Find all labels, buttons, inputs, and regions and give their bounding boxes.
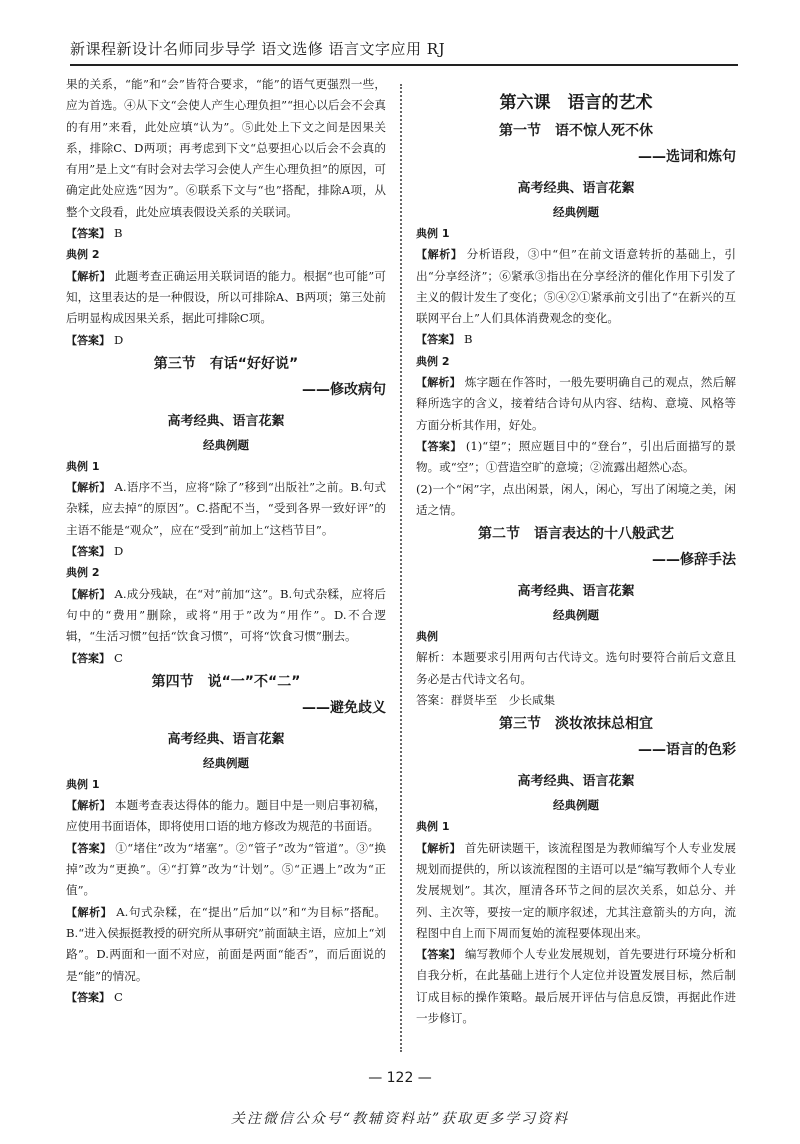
answer-text: 编写教师个人专业发展规划，首先要进行环境分析和自我分析，在此基础上进行个人定位并设置发展目标，然后制订成目标的操作策略。最后展开评估与信息反馈，再据此作进一步修订。: [416, 947, 736, 1026]
sub-heading: 高考经典、语言花絮: [167, 413, 285, 429]
answer-label: 【答案】: [416, 948, 461, 962]
running-header: 新课程新设计名师同步导学 语文选修 语言文字应用 RJ: [70, 40, 446, 58]
example-label: 典例 2: [66, 566, 100, 580]
example-label: 典例 1: [416, 227, 450, 240]
analysis-label: 【解析】: [416, 376, 461, 390]
example-label: 典例 1: [416, 820, 450, 834]
analysis-text: A.语序不当，应将“除了”移到“出版社”之前。B.句式杂糅，应去掉“的原因”。C.搭配不当，“受到各界一致好评”的主语不能是“观众”，应在“受到”前加上“这档节目”。: [66, 480, 387, 537]
sub-heading: 经典例题: [553, 205, 599, 219]
answer-text: 答案：群贤毕至 少长咸集: [416, 693, 556, 708]
example-label: 典例 1: [66, 777, 100, 791]
analysis-text: 本题考查表达得体的能力。题目中是一则启事初稿，应使用书面语体，即将使用口语的地方修改为规范的书面语。: [66, 798, 386, 834]
analysis-label: 【解析】: [66, 269, 111, 283]
analysis-label: 【解析】: [416, 248, 463, 262]
sub-heading: 高考经典、语言花絮: [517, 181, 635, 196]
section-subtitle: ——选词和炼句: [638, 149, 736, 165]
answer-label: 【答案】: [66, 227, 110, 241]
answer-text: C: [114, 989, 123, 1004]
answer-text: ①“堵住”改为“堵塞”。②“管子”改为“管道”。③“换掉”改为“更换”。④“打算”改为“计划”。⑤“正遇上”改为“正值”。: [66, 840, 386, 898]
section-subtitle: ——修辞手法: [652, 552, 736, 569]
section-title: 第二节 语言表达的十八般武艺: [478, 526, 674, 543]
answer-label: 【答案】: [66, 333, 110, 347]
answer-label: 【答案】: [66, 841, 112, 855]
section-title: 第三节 淡妆浓抹总相宜: [499, 716, 653, 733]
header-rule: [70, 64, 738, 66]
sub-heading: 经典例题: [203, 437, 249, 452]
section-subtitle: ——语言的色彩: [638, 742, 736, 759]
example-label: 典例 2: [66, 248, 100, 262]
footer-note: 关注微信公众号“教辅资料站”获取更多学习资料: [230, 1111, 570, 1127]
answer-text: B: [464, 332, 473, 347]
page-number: — 122 —: [368, 1070, 432, 1086]
example-label: 典例 2: [416, 354, 450, 368]
sub-heading: 经典例题: [203, 755, 249, 770]
analysis-text: 此题考查正确运用关联词语的能力。根据“也可能”可知，这里表达的是一种假设，所以可排除A、B两项；第三处前后明显构成因果关系，据此可排除C项。: [66, 268, 387, 326]
column-divider: [400, 84, 402, 1052]
section-title: 第四节 说“一”不“二”: [151, 673, 301, 690]
section-title: 第三节 有话“好好说”: [153, 355, 299, 372]
answer-text: (1)“望”；照应题目中的“登台”，引出后面描写的景物。或“空”；①营造空旷的意境；②流露出超然心态。: [416, 438, 736, 475]
analysis-text: 炼字题在作答时，一般先要明确自己的观点，然后解释所选字的含义，接着结合诗句从内容、结构、意境、风格等方面分析其作用，好处。: [416, 375, 736, 432]
analysis-text: 首先研读题干，该流程图是为教师编写个人专业发展规划而提供的，所以该流程图的主语可以是“编写教师个人专业发展规划”。其次，厘清各环节之间的层次关系，如总分、并列、主次等，要按一定的顺序叙述，尤其注意箭头的方向，流程图中自上而下周而复始的流程要体现出来。: [416, 840, 736, 940]
answer-text: (2)一个“闲”字，点出闲景，闲人，闲心，写出了闲境之美，闲适之情。: [416, 481, 736, 517]
right-column: [416, 74, 736, 1029]
answer-label: 【答案】: [66, 545, 110, 559]
analysis-text: 分析语段，③中“但”在前文语意转折的基础上，引出“分享经济”；⑥紧承③指出在分享经济的催化作用下引发了主义的假计发生了变化；⑤④②①紧承前文引出了“在新兴的互联网平台上”人们具体消费观念的变化。: [416, 247, 737, 326]
section-subtitle: ——避免歧义: [302, 699, 386, 716]
answer-label: 【答案】: [416, 333, 460, 347]
sub-heading: 高考经典、语言花絮: [167, 731, 285, 747]
example-label: 典例: [416, 630, 438, 644]
analysis-label: 【解析】: [66, 799, 111, 813]
section-subtitle: ——修改病句: [302, 381, 386, 398]
answer-text: C: [114, 650, 123, 665]
answer-text: D: [114, 544, 124, 559]
example-label: 典例 1: [66, 459, 100, 473]
paragraph: 果的关系，“能”和“会”皆符合要求，“能”的语气更强烈一些，应为首选。④从下文“会使人产生心理负担”“担心以后会不会真的有用”来看，此处应填“认为”。⑤此处上下文之间是因果关系，排除C、D两项；再考虑到下文“总要担心以后会不会真的有用”是上文“有时会对去学习会使人产生心理负担”的原因，可确定此处应选“因为”。⑥联系下文与“也”搭配，排除A项，从整个文段看，此处应填表假设关系的关联词。: [66, 77, 386, 219]
sub-heading: 经典例题: [553, 608, 599, 623]
analysis-label: 【解析】: [66, 905, 113, 919]
section-title: 第一节 语不惊人死不休: [499, 123, 653, 139]
answer-text: B: [114, 226, 123, 241]
sub-heading: 高考经典、语言花絮: [517, 584, 635, 600]
answer-label: 【答案】: [66, 990, 110, 1004]
lesson-title: 第六课 语言的艺术: [499, 93, 653, 113]
analysis-text: 解析：本题要求引用两句古代诗文。选句时要符合前后文意且务必是古代诗文名句。: [416, 650, 736, 686]
analysis-label: 【解析】: [66, 481, 111, 495]
left-column: [66, 74, 386, 1008]
analysis-label: 【解析】: [66, 587, 111, 601]
answer-label: 【答案】: [66, 651, 110, 665]
sub-heading: 经典例题: [553, 798, 599, 813]
sub-heading: 高考经典、语言花絮: [517, 774, 635, 790]
analysis-text: A.成分残缺，在“对”前加“这”。B.句式杂糅，应将后句中的“费用”删除，或将“用于”改为“用作”。D.不合逻辑，“生活习惯”包括“饮食习惯”，可将“饮食习惯”删去。: [66, 586, 387, 644]
answer-label: 【答案】: [416, 439, 462, 453]
analysis-label: 【解析】: [416, 841, 461, 855]
answer-text: D: [114, 332, 124, 347]
analysis-text: A.句式杂糅，在“提出”后加“以”和“为目标”搭配。B.“进入侯振挺教授的研究所从事研究”前面缺主语，应加上“刘路”。D.两面和一面不对应，前面是两面“能否”，而后面说的是“能”的情况。: [66, 904, 387, 983]
